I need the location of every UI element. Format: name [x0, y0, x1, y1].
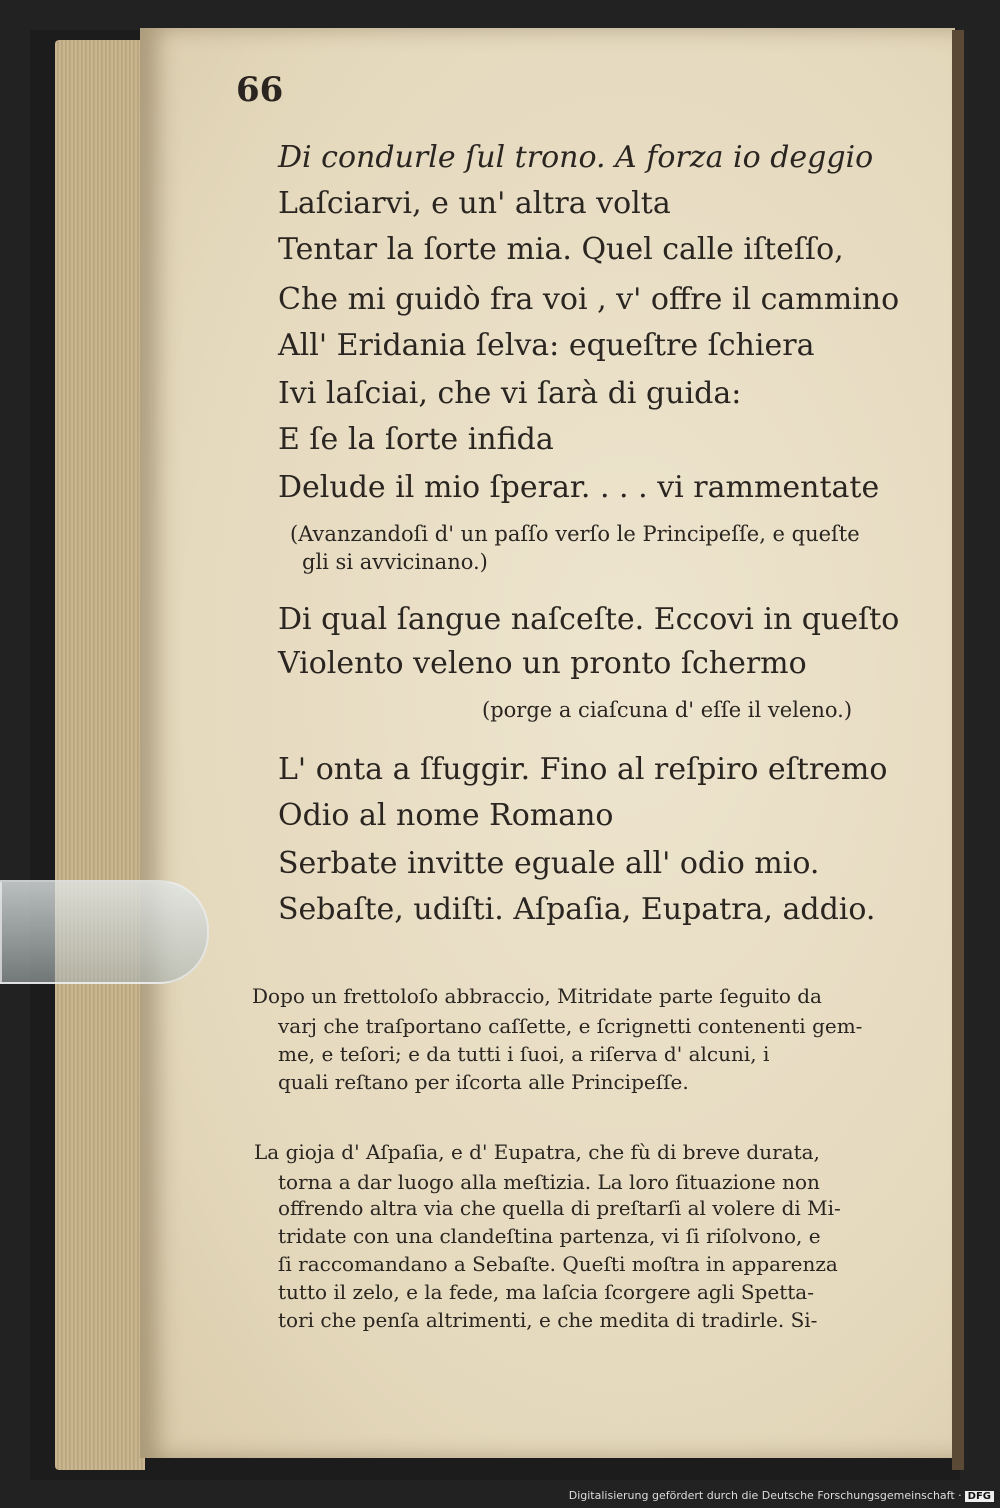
- dfg-logo: DFG: [965, 1491, 994, 1502]
- credit-text: Digitalisierung gefördert durch die Deutsche Forschungsgemeinschaft ·: [568, 1489, 962, 1502]
- verse-line: Delude il mio ſperar. . . . vi rammentate: [278, 470, 880, 505]
- prose-line: torna a dar luogo alla meſtizia. La loro ſituazione non: [278, 1170, 820, 1194]
- verse-line: All' Eridania ſelva: equeſtre ſchiera: [278, 328, 815, 363]
- verse-line: E ſe la ſorte infida: [278, 422, 554, 457]
- verse-line: Che mi guidò fra voi , v' offre il cammino: [278, 282, 900, 317]
- digitization-credit: [569, 1489, 994, 1502]
- verse-line: Violento veleno un pronto ſchermo: [278, 646, 807, 681]
- stage-direction: (porge a ciaſcuna d' eſſe il veleno.): [482, 698, 853, 722]
- verse-line: L' onta a ſfuggir. Fino al reſpiro eſtremo: [278, 752, 888, 787]
- prose-line: offrendo altra via che quella di preſtarſi al volere di Mi-: [278, 1196, 841, 1220]
- verse-line: Ivi laſciai, che vi ſarà di guida:: [278, 376, 742, 411]
- verse-line: Sebaſte, udiſti. Aſpaſia, Eupatra, addio.: [278, 892, 876, 927]
- verse-line: Di condurle ſul trono. A forza io deggio: [278, 140, 874, 175]
- page-edges: [55, 40, 145, 1470]
- prose-line: quali reſtano per iſcorta alle Principeſſe.: [278, 1070, 689, 1094]
- prose-line: ſi raccomandano a Sebaſte. Queſti moſtra in apparenza: [278, 1252, 838, 1276]
- verse-line: Odio al nome Romano: [278, 798, 614, 833]
- facing-page-edge: [952, 30, 964, 1470]
- glass-page-weight: [0, 880, 209, 984]
- prose-line: tridate con una clandeſtina partenza, vi ſi riſolvono, e: [278, 1224, 821, 1248]
- prose-line: tori che penſa altrimenti, e che medita di tradirle. Si-: [278, 1308, 818, 1332]
- prose-line: Dopo un frettoloſo abbraccio, Mitridate parte ſeguito da: [252, 984, 822, 1008]
- verse-line: Tentar la ſorte mia. Quel calle iſteſſo,: [278, 232, 844, 267]
- verse-line: Laſciarvi, e un' altra volta: [278, 186, 671, 221]
- stage-direction: (Avanzandoſi d' un paſſo verſo le Principeſſe, e queſte: [290, 522, 860, 546]
- prose-line: me, e teſori; e da tutti i ſuoi, a riſerva d' alcuni, i: [278, 1042, 770, 1066]
- prose-line: La gioja d' Aſpaſia, e d' Eupatra, che fù di breve durata,: [254, 1140, 820, 1164]
- prose-line: tutto il zelo, e la fede, ma laſcia ſcorgere agli Spetta-: [278, 1280, 814, 1304]
- verse-line: Di qual ſangue naſceſte. Eccovi in queſto: [278, 602, 900, 637]
- page-number: 66: [236, 70, 284, 110]
- prose-line: varj che traſportano caſſette, e ſcrignetti contenenti gem-: [278, 1014, 863, 1038]
- stage-direction: gli si avvicinano.): [302, 550, 488, 574]
- verse-line: Serbate invitte eguale all' odio mio.: [278, 846, 820, 881]
